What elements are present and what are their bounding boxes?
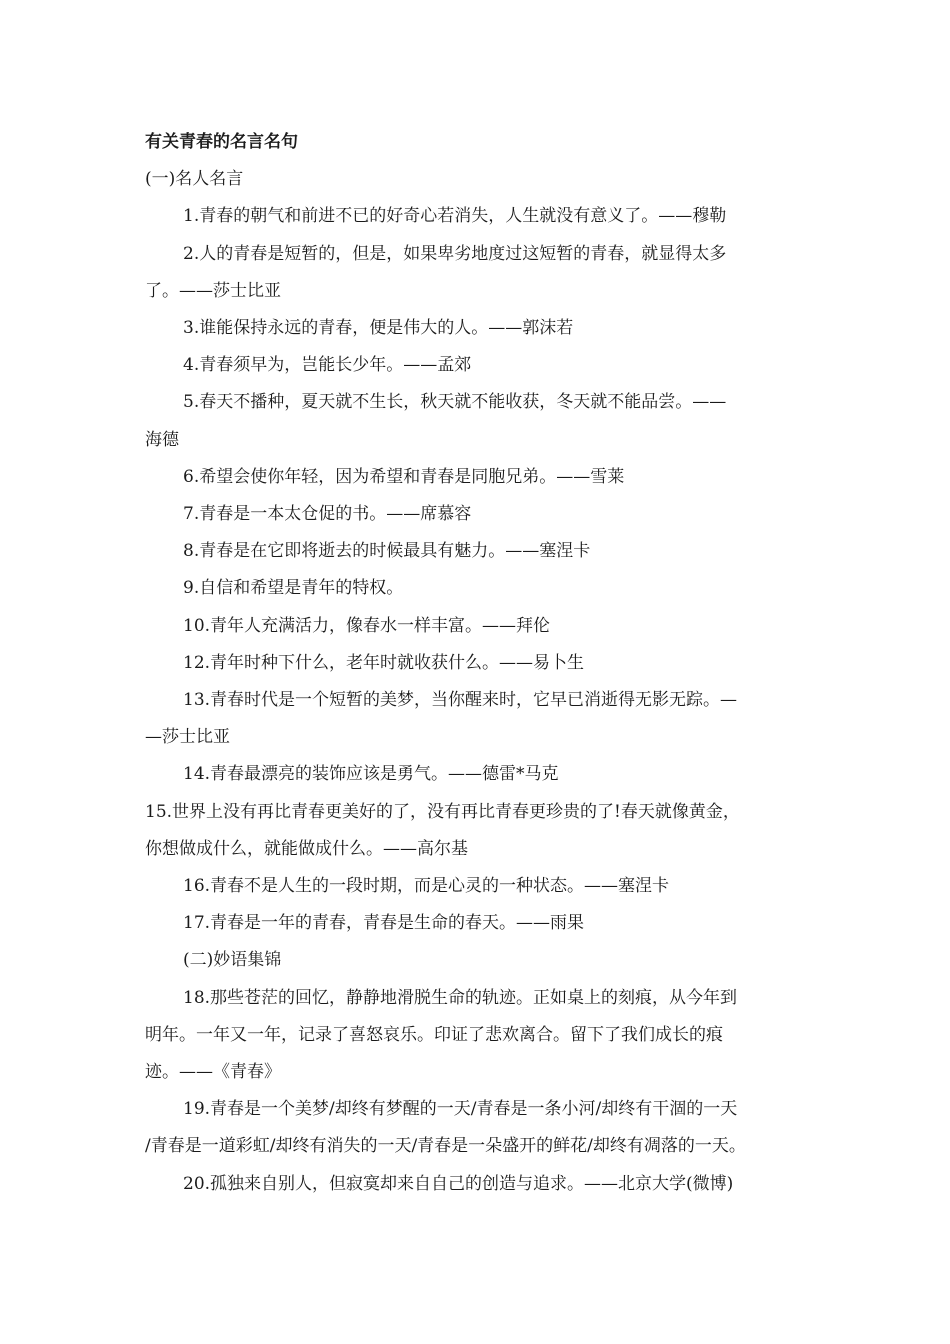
quote-line: 12.青年时种下什么，老年时就收获什么。——易卜生 (183, 652, 585, 673)
quote-line: 16.青春不是人生的一段时期，而是心灵的一种状态。——塞涅卡 (183, 876, 670, 897)
quote-line: 13.青春时代是一个短暂的美梦，当你醒来时，它早已消逝得无影无踪。— (183, 690, 738, 711)
quote-line: 4.青春须早为，岂能长少年。——孟郊 (183, 355, 472, 376)
section-heading-famous-quotes: (一)名人名言 (145, 169, 244, 190)
document-page (145, 124, 810, 1203)
quote-line: 6.希望会使你年轻，因为希望和青春是同胞兄弟。——雪莱 (183, 466, 625, 487)
quote-line: 9.自信和希望是青年的特权。 (183, 578, 404, 599)
quote-line: 5.春天不播种，夏天就不生长，秋天就不能收获，冬天就不能品尝。—— (183, 392, 727, 413)
quote-line: 3.谁能保持永远的青春，便是伟大的人。——郭沫若 (183, 318, 574, 339)
quote-line: 7.青春是一本太仓促的书。——席慕容 (183, 504, 472, 525)
quote-line-continuation: 你想做成什么，就能做成什么。——高尔基 (145, 838, 468, 859)
document-title: 有关青春的名言名句 (145, 132, 298, 152)
quote-line: 14.青春最漂亮的装饰应该是勇气。——德雷*马克 (183, 764, 559, 785)
quote-line: 8.青春是在它即将逝去的时候最具有魅力。——塞涅卡 (183, 541, 591, 562)
saying-line: 20.孤独来自别人，但寂寞却来自自己的创造与追求。——北京大学(微博) (183, 1173, 734, 1194)
saying-line: 19.青春是一个美梦/却终有梦醒的一天/青春是一条小河/却终有干涸的一天 (183, 1099, 738, 1120)
saying-line: 18.那些苍茫的回忆，静静地滑脱生命的轨迹。正如桌上的刻痕，从今年到 (183, 987, 738, 1008)
saying-line-continuation: 明年。一年又一年，记录了喜怒哀乐。印证了悲欢离合。留下了我们成长的痕 (145, 1024, 723, 1045)
quote-line: 1.青春的朝气和前进不已的好奇心若消失，人生就没有意义了。——穆勒 (183, 206, 727, 227)
saying-line-continuation: /青春是一道彩虹/却终有消失的一天/青春是一朵盛开的鲜花/却终有凋落的一天。 (145, 1136, 746, 1157)
section-heading-witty-sayings: (二)妙语集锦 (183, 950, 282, 971)
saying-line-continuation: 迹。——《青春》 (145, 1062, 281, 1083)
quote-line: 10.青年人充满活力，像春水一样丰富。——拜伦 (183, 615, 551, 636)
quote-line-continuation: 了。——莎士比亚 (145, 280, 281, 301)
quote-line-continuation: —莎士比亚 (145, 727, 230, 748)
quote-line: 2.人的青春是短暂的，但是，如果卑劣地度过这短暂的青春，就显得太多 (183, 243, 727, 264)
quote-line: 15.世界上没有再比青春更美好的了，没有再比青春更珍贵的了!春天就像黄金， (145, 801, 740, 822)
quote-line: 17.青春是一年的青春，青春是生命的春天。——雨果 (183, 913, 585, 934)
quote-line-continuation: 海德 (145, 429, 179, 450)
